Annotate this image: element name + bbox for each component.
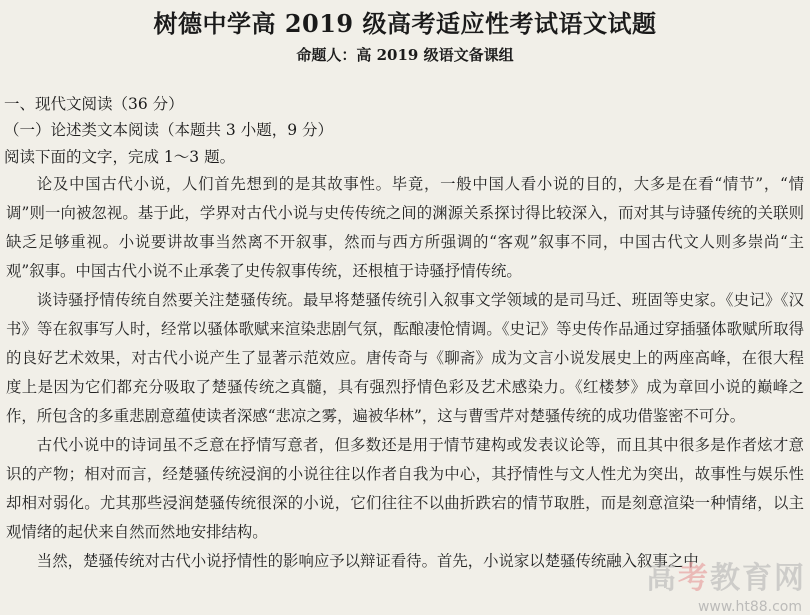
passage-paragraph-2: 谈诗骚抒情传统自然要关注楚骚传统。最早将楚骚传统引入叙事文学领域的是司马迁、班固等史家。《史记》《汉书》等在叙事写人时，经常以骚体歌赋来渲染悲剧气氛，酝酿凄怆情调。《史记》等史传作品通过穿插骚体歌赋所取得的良好艺术效果，对古代小说产生了显著示范效应。唐传奇与《聊斋》成为文言小说发展史上的两座高峰，在很大程度上是因为它们都充分吸取了楚骚传统之真髓，具有强烈抒情色彩及艺术感染力。《红楼梦》成为章回小说的巅峰之作，所包含的多重悲剧意蕴使读者深感“悲凉之雾，遍被华林”，这与曹雪芹对楚骚传统的成功借鉴密不可分。	[6, 291, 804, 425]
passage-paragraph-3: 古代小说中的诗词虽不乏意在抒情写意者，但多数还是用于情节建构或发表议论等，而且其中很多是作者炫才意识的产物；相对而言，经楚骚传统浸润的小说往往以作者自我为中心，其抒情性与文人性尤为突出，故事性与娱乐性却相对弱化。尤其那些浸润楚骚传统很深的小说，它们往往不以曲折跌宕的情节取胜，而是刻意渲染一种情绪，以主观情绪的起伏来自然而然地安排结构。	[6, 436, 804, 541]
watermark-text-left: 高	[646, 561, 678, 596]
watermark-logo	[646, 553, 806, 597]
passage-paragraph-1: 论及中国古代小说，人们首先想到的是其故事性。毕竟，一般中国人看小说的目的，大多是在看“情节”，“情调”则一向被忽视。基于此，学界对古代小说与史传传统之间的渊源关系探讨得比较深入，而对其与诗骚传统的关联则缺乏足够重视。小说要讲故事当然离不开叙事，然而与西方所强调的“客观”叙事不同，中国古代文人则多崇尚“主观”叙事。中国古代小说不止承袭了史传叙事传统，还根植于诗骚抒情传统。	[6, 175, 804, 280]
exam-title: 树德中学高 2019 级高考适应性考试语文试题	[153, 9, 657, 38]
watermark-star: 考	[678, 561, 710, 596]
subsection-heading-argumentative: （一）论述类文本阅读（本题共 3 小题，9 分）	[4, 121, 334, 139]
passage-paragraph-4: 当然，楚骚传统对古代小说抒情性的影响应予以辩证看待。首先，小说家以楚骚传统融入叙事之中	[36, 552, 699, 570]
watermark-text-right: 教育网	[710, 561, 806, 596]
section-heading-modern-reading: 一、现代文阅读（36 分）	[4, 95, 184, 113]
reading-instruction: 阅读下面的文字，完成 1～3 题。	[4, 148, 236, 166]
author-line: 命题人：高 2019 级语文备课组	[296, 46, 514, 64]
watermark-url: www.ht88.com	[697, 599, 802, 615]
passage-body	[6, 170, 804, 576]
